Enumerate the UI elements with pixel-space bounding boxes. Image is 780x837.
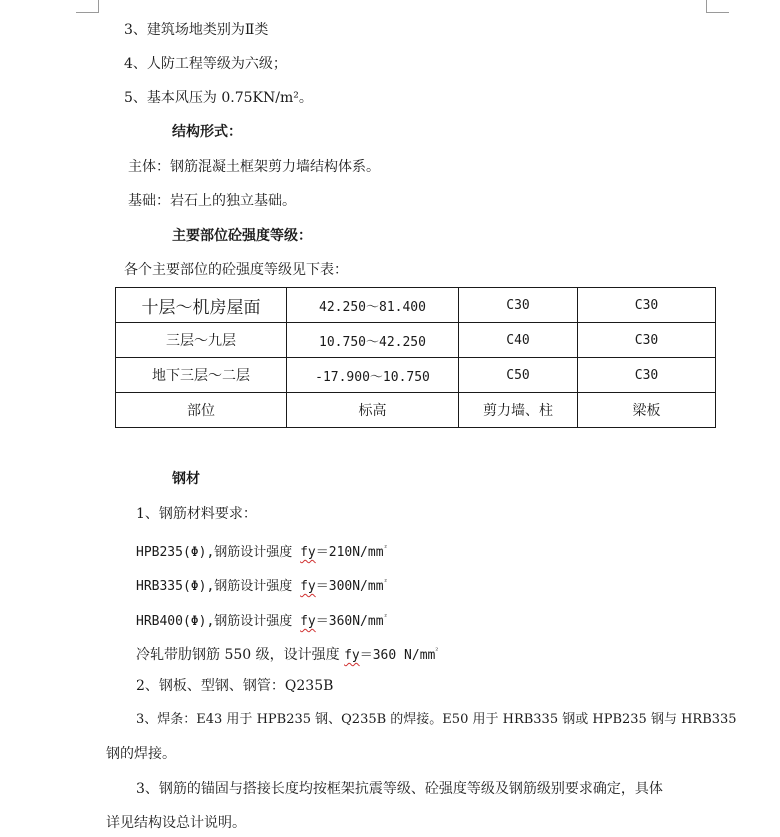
- crop-mark-right: [706, 0, 729, 13]
- crop-mark-left: [76, 0, 99, 13]
- table-cell: 三层～九层: [116, 323, 287, 358]
- table-cell: C50: [459, 358, 578, 393]
- hrb335-strength: ＝300N/mm: [315, 579, 384, 594]
- foundation-line: 基础：岩石上的独立基础。: [128, 193, 296, 209]
- square-superscript: ²: [383, 613, 388, 621]
- table-row: [116, 358, 716, 393]
- column-header: 部位: [116, 393, 287, 428]
- column-header: 梁板: [578, 393, 716, 428]
- cold-rolled-strength: ＝360 N/mm: [359, 648, 436, 663]
- hpb235-text: HPB235(Φ),钢筋设计强度: [136, 545, 301, 560]
- hpb235-line: [136, 539, 388, 562]
- table-row: [116, 323, 716, 358]
- hrb400-line: [136, 608, 388, 631]
- table-cell: -17.900～10.750: [287, 358, 459, 393]
- table-cell: 地下三层～二层: [116, 358, 287, 393]
- civil-defense-line: 4、人防工程等级为六级；: [124, 56, 287, 72]
- rebar-requirements-line: 1、钢筋材料要求：: [136, 506, 257, 522]
- welding-line-1: 3、焊条：E43 用于 HPB235 钢、Q235B 的焊接。E50 用于 HRB335 钢或 HPB235 钢与 HRB335: [136, 712, 737, 727]
- table-cell: 十层～机房屋面: [116, 288, 287, 323]
- structure-form-heading: 结构形式：: [172, 124, 242, 140]
- table-cell: C30: [459, 288, 578, 323]
- square-superscript: ²: [435, 647, 439, 655]
- table-cell: C30: [578, 323, 716, 358]
- square-superscript: ²: [383, 544, 388, 552]
- table-cell: C30: [578, 358, 716, 393]
- table-cell: C30: [578, 288, 716, 323]
- hrb400-text: HRB400(Φ),钢筋设计强度: [136, 614, 301, 629]
- cold-rolled-line: [136, 642, 438, 665]
- main-structure-line: 主体：钢筋混凝土框架剪力墙结构体系。: [128, 159, 380, 175]
- site-class-line: 3、建筑场地类别为Ⅱ类: [124, 22, 269, 38]
- concrete-grade-table: [115, 287, 716, 428]
- fy-spell-marked: fy: [300, 545, 316, 560]
- hpb235-strength: ＝210N/mm: [315, 545, 384, 560]
- welding-line-2: 钢的焊接。: [106, 746, 176, 762]
- hrb400-strength: ＝360N/mm: [315, 614, 384, 629]
- anchorage-line-2: 详见结构设总计说明。: [106, 815, 246, 831]
- anchorage-line-1: 3、钢筋的锚固与搭接长度均按框架抗震等级、砼强度等级及钢筋级别要求确定，具体: [136, 781, 663, 797]
- hrb335-text: HRB335(Φ),钢筋设计强度: [136, 579, 301, 594]
- column-header: 标高: [287, 393, 459, 428]
- fy-spell-marked: fy: [300, 579, 316, 594]
- table-header-row: [116, 393, 716, 428]
- concrete-grade-heading: 主要部位砼强度等级：: [172, 228, 312, 244]
- fy-spell-marked: fy: [300, 614, 316, 629]
- fy-spell-marked: fy: [344, 648, 360, 663]
- hrb335-line: [136, 573, 388, 596]
- steel-plate-line: 2、钢板、型钢、钢管：Q235B: [136, 678, 334, 694]
- table-intro-line: 各个主要部位的砼强度等级见下表：: [124, 262, 348, 278]
- column-header: 剪力墙、柱: [459, 393, 578, 428]
- table-cell: C40: [459, 323, 578, 358]
- table-cell: 42.250～81.400: [287, 288, 459, 323]
- table-cell: 10.750～42.250: [287, 323, 459, 358]
- steel-heading: 钢材: [172, 471, 200, 487]
- square-superscript: ²: [383, 578, 388, 586]
- table-row: [116, 288, 716, 323]
- wind-pressure-line: 5、基本风压为 0.75KN/m²。: [124, 90, 313, 106]
- cold-rolled-text: 冷轧带肋钢筋 550 级，设计强度: [136, 647, 345, 663]
